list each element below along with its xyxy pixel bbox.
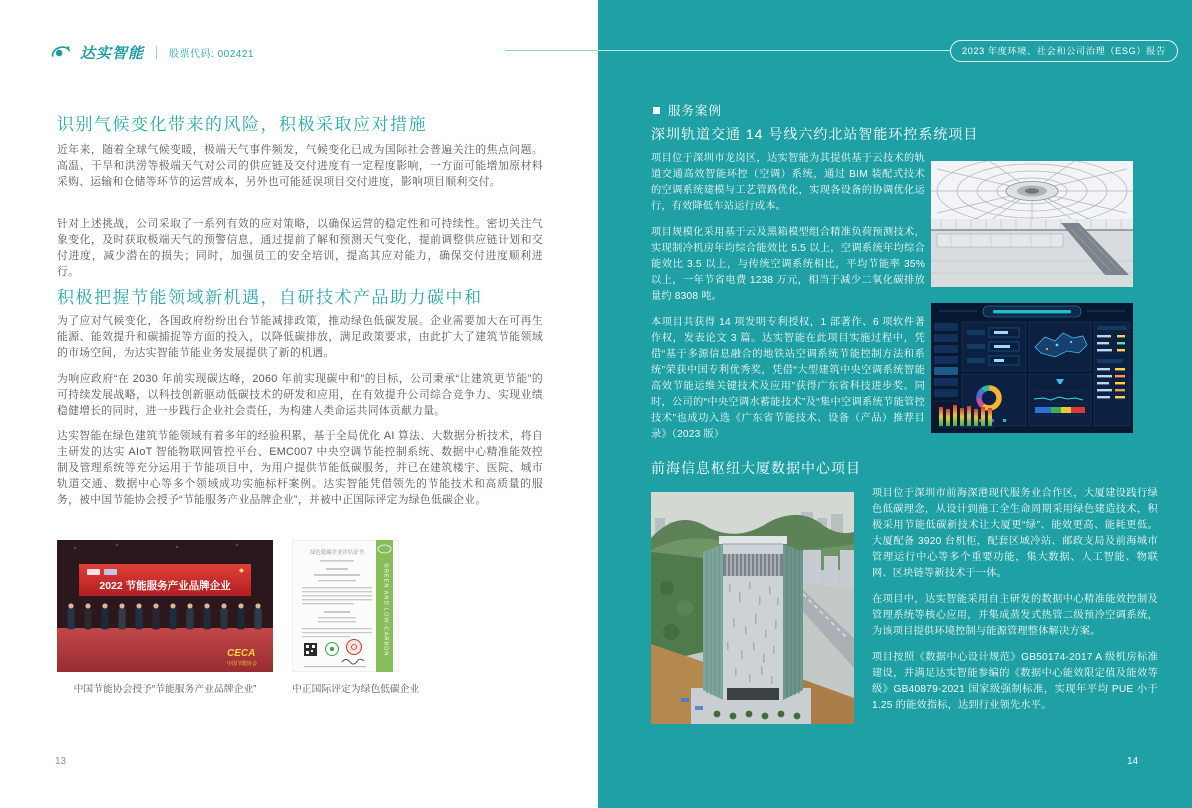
project2-text <box>872 486 1158 724</box>
section2-title: 积极把握节能领域新机遇，自研技术产品助力碳中和 <box>57 288 483 307</box>
section2-paragraph: 为响应政府“在 2030 年前实现碳达峰，2060 年前实现碳中和”的目标，公司秉承“让建筑更节能”的可持续发展战略，以科技创新驱动低碳技术的研发和应用，在有效提升公司综合竞争力、实现业绩稳健增长的同时，进一步践行企业社会责任，为构建人类命运共同体贡献力量。 <box>57 373 543 417</box>
certificate-title: 绿色低碳企业评估证书 <box>310 550 364 556</box>
project2-paragraph: 项目按照《数据中心设计规范》GB50174-2017 A 级机房标准建设，并满足达实智能参编的《数据中心能效限定值及能效等级》GB40879-2021 国家级强制标准，实现年平均 PUE 小于 1.25 的能效指标，达到行业领先水平。 <box>872 652 1158 711</box>
report-title-badge: 2023 年度环境、社会和公司治理（ESG）报告 <box>950 40 1178 62</box>
project1-paragraph: 项目位于深圳市龙岗区，达实智能为其提供基于云技术的轨道交通高效智能环控（空调）系统，通过 BIM 装配式技术的空调系统建模与工艺管路优化，实现各设备的协调优化运行，有效降低车站运行成本。 <box>651 153 925 212</box>
ceca-logo-text: CECA <box>227 648 256 659</box>
page-left-header <box>50 42 254 63</box>
header-divider <box>156 46 157 59</box>
energy-dashboard-screenshot <box>931 303 1133 433</box>
award-ceremony-figure <box>57 540 273 695</box>
project1-paragraph: 本项目共获得 14 项发明专利授权，1 部著作、6 项软件著作权，发表论文 3 篇。达实智能在此项目实施过程中，凭借“基于多源信息融合的地铁站空调系统节能控制方法和系统”荣获中国专利优秀奖，凭借“大型建筑中央空调系统智能高效节能运维关键技术及应用”获得广东省科技进步奖。同时，公司的“中央空调水蓄能技术”及“集中空调系统节能管控技术”也成功入选《广东省节能技术、设备（产品）推荐目录》（2023 版） <box>651 317 925 440</box>
section2-paragraph: 为了应对气候变化，各国政府纷纷出台节能减排政策，推动绿色低碳发展。企业需要加大在可再生能源、能效提升和碳捕捉等方面的投入，以降低碳排放，满足政策要求，由此扩大了建筑节能领域的市场空间，为达实智能节能业务发展提供了新的机遇。 <box>57 315 543 359</box>
section2-paragraph: 达实智能在绿色建筑节能领域有着多年的经验积累，基于全局优化 AI 算法、大数据分析技术，将自主研发的达实 AIoT 智能物联网管控平台、EMC007 中央空调节能控制系统、数据中心精准能效控制及管理系统等充分运用于节能项目中，为用户提供节能低碳服务，并已在建筑楼宇、医院、城市轨道交通、数据中心等多个领域成功实施标杆案例。达实智能凭借领先的节能技术和高质量的服务，被中国节能协会授予“节能服务产业品牌企业”，并被中正国际评定为绿色低碳企业。 <box>57 430 543 506</box>
certificate-band-text: GREEN AND LOW-CARBON <box>382 563 389 657</box>
section1-title: 识别气候变化带来的风险，积极采取应对措施 <box>57 115 427 134</box>
header-rule-left <box>505 50 598 51</box>
award-ceremony-photo <box>57 540 273 672</box>
photo-row <box>57 540 419 695</box>
project1-paragraph: 项目规模化采用基于云及黑箱模型组合精准负荷预测技术，实现制冷机房年均综合能效比 5.5 以上，空调系统年均综合能效比 3.5 以上，与传统空调系统相比，平均节能率 35% 以上，一年节省电费 1238 万元，相当于减少二氧化碳排放量约 8308 吨。 <box>651 227 925 302</box>
energy-dashboard-figure <box>931 303 1133 433</box>
data-center-building-figure <box>651 492 854 724</box>
stock-code: 股票代码: 002421 <box>169 49 254 60</box>
ceca-logo-subtext: 中国节能协会 <box>227 661 258 667</box>
metro-station-photo <box>931 161 1133 287</box>
section1-paragraph: 近年来，随着全球气候变暖，极端天气事件频发，气候变化已成为国际社会普遍关注的焦点问题。高温、干旱和洪涝等极端天气对公司的供应链及交付进度有一定程度影响，一方面可能增加原材料采购、运输和仓储等环节的运营成本，另外也可能延误项目交付进度，影响项目顺利交付。 <box>57 144 543 188</box>
page-right <box>598 0 1192 808</box>
award-banner-text: 2022 节能服务产业品牌企业 <box>99 580 231 592</box>
section-label <box>653 101 722 119</box>
section1-paragraph: 针对上述挑战，公司采取了一系列有效的应对策略，以确保运营的稳定性和可持续性。密切关注气象变化，及时获取极端天气的预警信息，通过提前了解和预测天气变化，提前调整供应链计划和交付进度，减少潜在的损失；同时，加强员工的安全培训，提高其应对能力，确保交付进度顺利进行。 <box>57 218 543 278</box>
certificate-photo-caption: 中正国际评定为绿色低碳企业 <box>291 684 420 695</box>
brand-logo-text: 达实智能 <box>80 45 145 62</box>
square-bullet-icon <box>653 107 660 114</box>
project2-title: 前海信息枢纽大厦数据中心项目 <box>651 460 861 476</box>
page-number-left: 13 <box>55 756 67 767</box>
award-photo-caption: 中国节能协会授予“节能服务产业品牌企业” <box>73 684 257 695</box>
certificate-photo <box>292 540 399 672</box>
header-rule-right <box>598 50 950 51</box>
section-label-text: 服务案例 <box>668 104 723 118</box>
certificate-figure <box>292 540 419 695</box>
project1-title: 深圳轨道交通 14 号线六约北站智能环控系统项目 <box>651 126 979 142</box>
project1-text <box>651 151 925 453</box>
project2-paragraph: 在项目中，达实智能采用自主研发的数据中心精准能效控制及管理系统等核心应用，并集成蒸发式热管二级预冷空调系统，为该项目提供环境控制与能源管理整体解决方案。 <box>872 594 1158 637</box>
brand-logo-icon <box>50 43 72 63</box>
page-number-right: 14 <box>1127 756 1139 767</box>
metro-station-figure <box>931 161 1133 287</box>
data-center-building-photo <box>651 492 854 724</box>
project2-paragraph: 项目位于深圳市前海深港现代服务业合作区，大厦建设践行绿色低碳理念，从设计到施工全生命周期采用绿色建造技术，积极采用节能低碳新技术让大厦更“绿”、能效更高、能耗更低。大厦配备 3920 台机柜，配套区域冷站、邮政支局及前海城市管理运行中心等多个重要功能，集大数据、人工智能、物联网、区块链等新技术于一体。 <box>872 488 1158 579</box>
